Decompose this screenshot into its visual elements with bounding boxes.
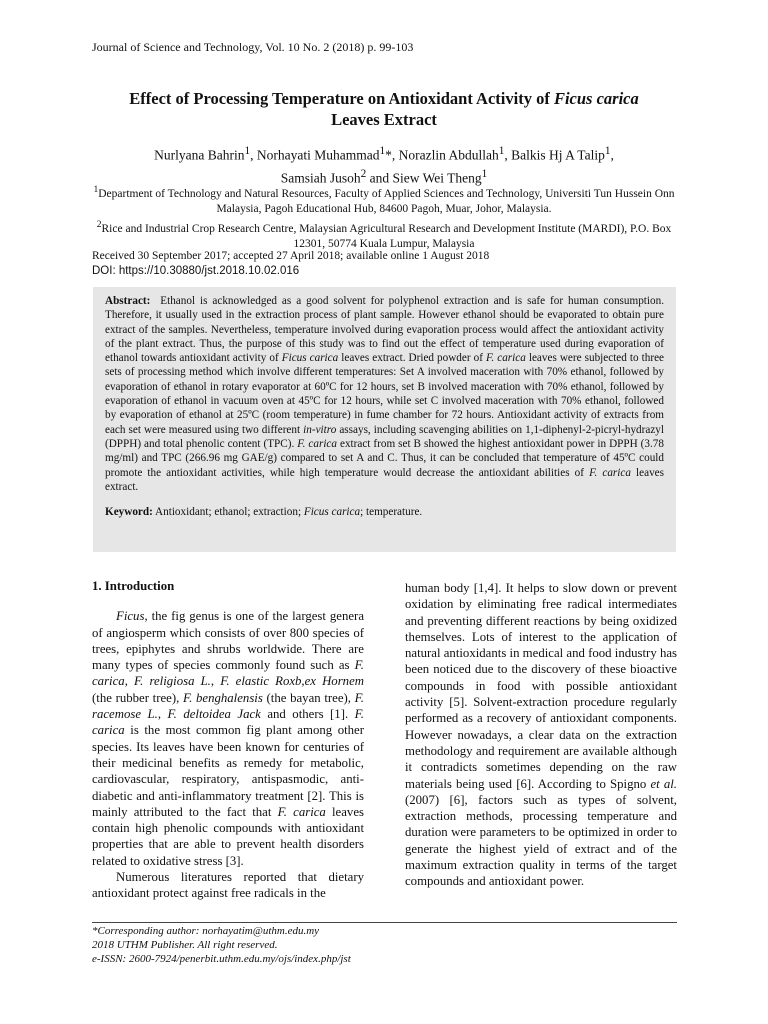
affil-number: 1 xyxy=(93,184,99,195)
paragraph: human body [1,4]. It helps to slow down or prevent oxidation by eliminating free radical intermediates and preventing different reactions by being oxidized themselves. Lots of interest to the application of natural antioxidants in medical and food industry has been noticed due to the discovery of these bioactive compounds in food with possible antioxidant activity [5]. Solvent-extraction procedure regularly performed as a recovery of antioxidant components. However nowadays, a clear data on the extraction methodology and requirement are available although it contradicts sometimes depending on the raw materials being used [6]. According to Spigno et al. (2007) [6], factors such as types of solvent, extraction methods, processing temperature and duration were parameters to be optimized in order to generate the highest yield of extract and of the maximum extraction quality in terms of the target compounds and antioxidant power. xyxy=(405,581,677,889)
body-column-left xyxy=(92,578,364,902)
issn-line: e-ISSN: 2600-7924/penerbit.uthm.edu.my/ojs/index.php/jst xyxy=(92,953,351,965)
author-affil-mark: 1 xyxy=(481,167,488,180)
affiliations xyxy=(80,182,688,252)
author-name: Balkis Hj A Talip xyxy=(511,147,605,163)
copyright-line: 2018 UTHM Publisher. All right reserved. xyxy=(92,939,278,951)
affiliation-2: $^2$Rice and Industrial Crop Research Centre, Malaysian Agricultural Research and Development Institute (MARDI), P.O. Box 12301, 50774 Kuala Lumpur, Malaysia xyxy=(96,218,672,250)
keyword-label: Keyword: xyxy=(105,506,153,519)
paper-title xyxy=(80,88,688,130)
author-name: Norazlin Abdullah xyxy=(398,147,499,163)
corresponding-mark: * xyxy=(385,147,392,163)
abstract-text: Abstract: Ethanol is acknowledged as a good solvent for polyphenol extraction and is safe for human consumption. Therefore, it usually used in the extraction process of plant sample. However ethanol should be evaporated to obtain pure extract of the samples. Nevertheless, temperature involved during evaporation process would affect the antioxidant activity of the plant extract. Thus, the purpose of this study was to find out the effect of temperature used during evaporation of ethanol towards antioxidant activity of Ficus carica leaves extract. Dried powder of F. carica leaves were subjected to three sets of processing method which involve different temperatures: Set A involved maceration with 70% ethanol, followed by evaporation of ethanol in rotary evaporator at 60ºC for 12 hours, set B involved maceration with 70% ethanol, followed by evaporation of ethanol in vacuum oven at 45ºC for 12 hours, while set C involved maceration with 70% ethanol, followed by evaporation of ethanol at 25ºC (room temperature) in fume chamber for 72 hours. Antioxidant activity of extracts from each set were measured using two different in-vitro assays, including scavenging abilities on 1,1-diphenyl-2-picryl-hydrazyl (DPPH) and total phenolic content (TPC). F. carica extract from set B showed the highest antioxidant power in DPPH (3.78 mg/ml) and TPC (266.96 mg GAE/g) compared to set A and C. Thus, it can be concluded that temperature of 45ºC could promote the antioxidant activities, while high temperature would decrease the antioxidant abilities of F. carica leaves extract. xyxy=(105,295,665,493)
author-affil-mark: 1 xyxy=(379,145,386,157)
author-affil-mark: 1 xyxy=(244,145,251,157)
author-affil-mark: 1 xyxy=(498,145,505,157)
article-dates: Received 30 September 2017; accepted 27 April 2018; available online 1 August 2018 xyxy=(92,250,490,262)
author-list: Nurlyana Bahrin$^1$, Norhayati Muhammad$^1$*, Norazlin Abdullah$^1$, Balkis Hj A Talip$^1$, Samsiah Jusoh$^2$ and Siew Wei Theng$^1$ xyxy=(154,145,614,185)
author-affil-mark: 1 xyxy=(604,145,611,157)
abstract-box xyxy=(93,287,676,552)
body-column-right xyxy=(405,580,677,890)
doi-link[interactable]: DOI: https://10.30880/jst.2018.10.02.016 xyxy=(92,265,300,277)
title-part-1: Effect of Processing Temperature on Antioxidant Activity of xyxy=(129,89,554,108)
paragraph: Ficus, the fig genus is one of the largest genera of angiosperm which consists of over 800 species of trees, epiphytes and shrubs worldwide. There are many types of species commonly found such as F. carica, F. religiosa L., F. elastic Roxb,ex Hornem (the rubber tree), F. benghalensis (the bayan tree), F. racemose L., F. deltoidea Jack and others [1]. F. carica is the most common fig plant among other species. Its leaves have been known for centuries of their medicinal benefits as remedy for metabolic, cardiovascular, respiratory, antispasmodic, anti-diabetic and anti-inflammatory treatment [2]. This is mainly attributed to the fact that F. carica leaves contain high phenolic compounds with antioxidant properties that are able to prevent health disorders related to oxidative stress [3]. xyxy=(92,609,365,868)
corresponding-author: *Corresponding author: norhayatim@uthm.edu.my xyxy=(92,925,320,937)
author-name: Samsiah Jusoh xyxy=(280,170,361,185)
author-name: Siew Wei Theng xyxy=(392,170,482,185)
journal-header: Journal of Science and Technology, Vol. 10 No. 2 (2018) p. 99-103 xyxy=(92,40,414,54)
abstract-label: Abstract: xyxy=(105,295,151,307)
footnote-divider xyxy=(92,922,677,923)
keywords: Keyword: Antioxidant; ethanol; extraction; Ficus carica; temperature. xyxy=(105,506,423,519)
paragraph: Numerous literatures reported that dietary antioxidant protect against free radicals in the xyxy=(92,870,364,901)
author-name: Norhayati Muhammad xyxy=(256,147,380,163)
author-affil-mark: 2 xyxy=(360,167,367,180)
author-name: Nurlyana Bahrin xyxy=(154,147,245,163)
page-footer xyxy=(92,924,351,966)
affil-number: 2 xyxy=(96,218,102,230)
section-heading: 1. Introduction xyxy=(92,579,175,593)
title-part-2: Leaves Extract xyxy=(331,110,437,129)
title-species: Ficus carica xyxy=(553,89,639,108)
affiliation-1: $^1$Department of Technology and Natural Resources, Faculty of Applied Sciences and Technology, Universiti Tun Hussein Onn Malaysia, Pagoh Educational Hub, 84600 Pagoh, Muar, Johor, Malaysia. xyxy=(93,184,675,215)
